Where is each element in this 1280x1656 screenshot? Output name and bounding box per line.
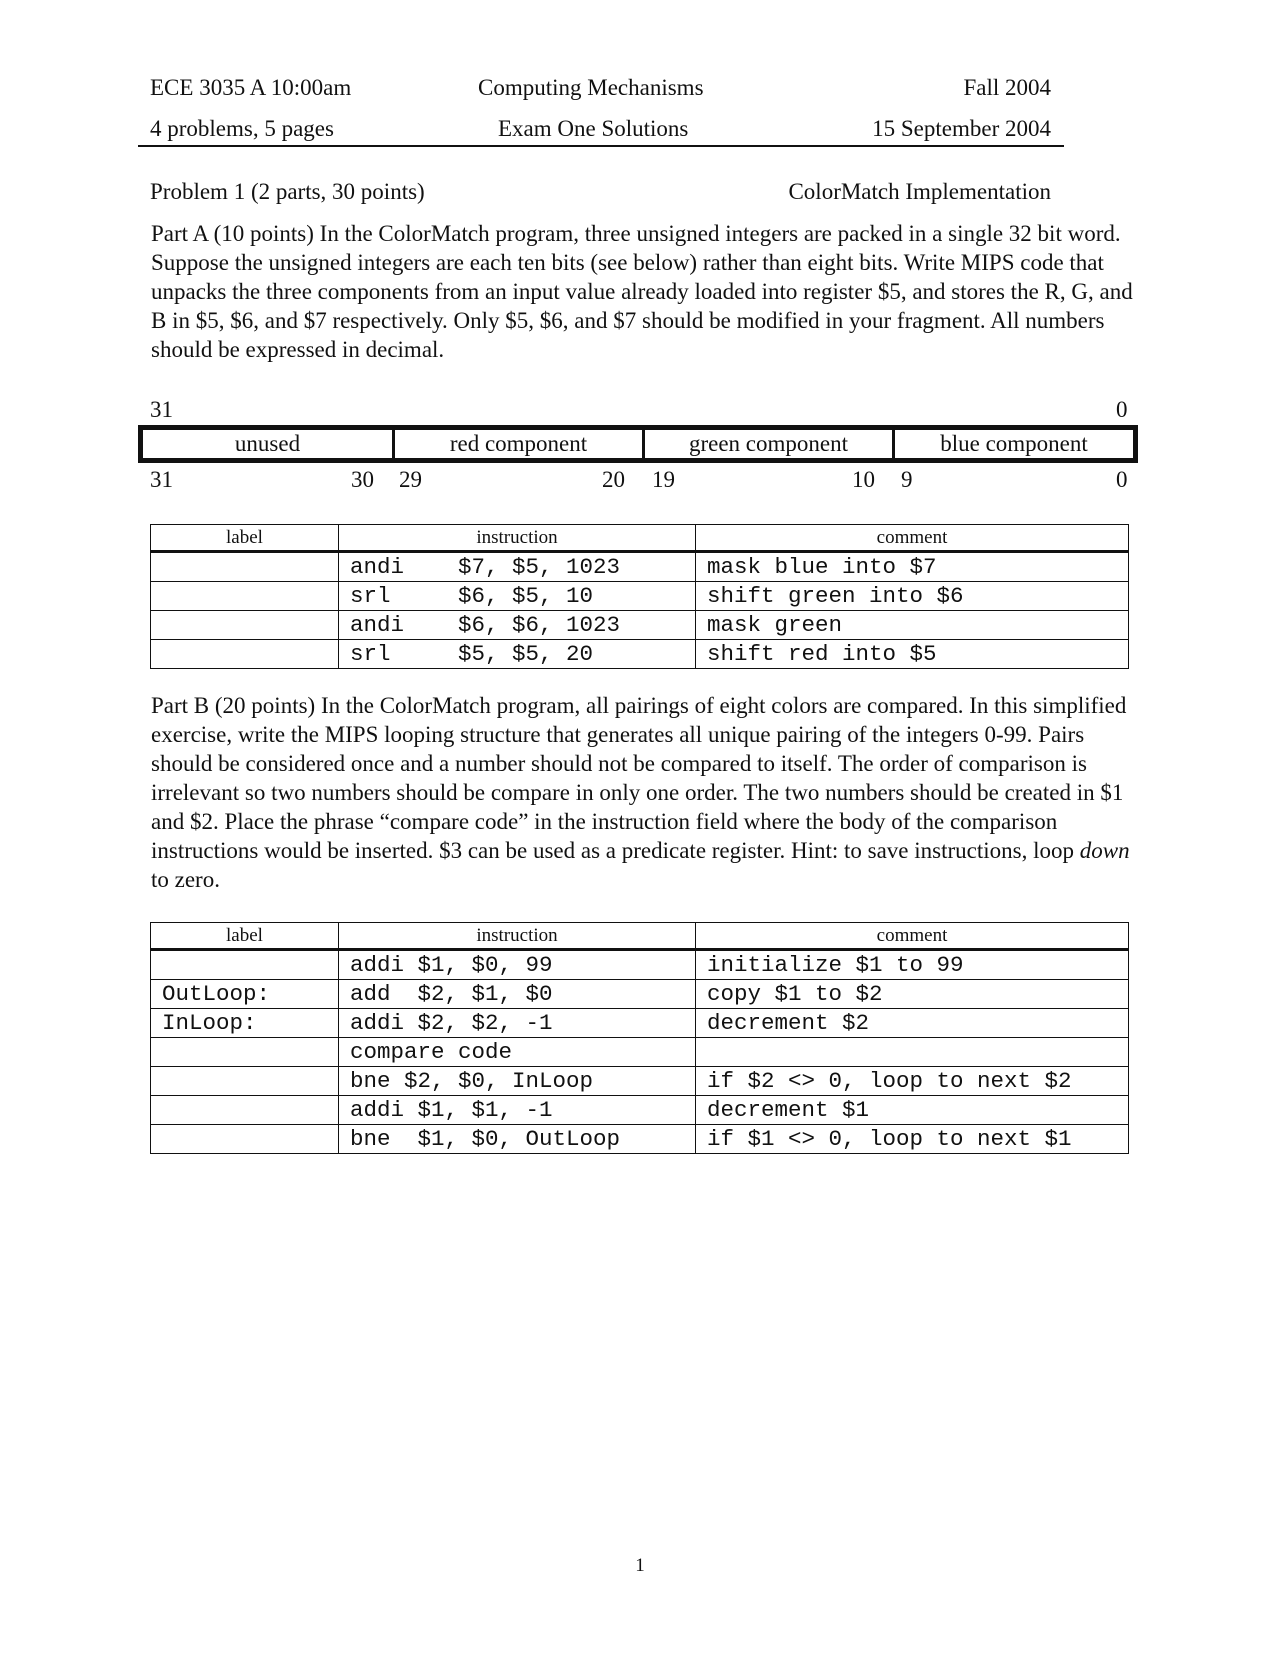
code-table-part-a [150, 524, 1129, 669]
cell-comment: mask green [696, 611, 1129, 640]
cell-instruction: addi $1, $1, -1 [339, 1096, 696, 1125]
part-b-text [151, 691, 1141, 894]
table-row [151, 640, 1129, 669]
bit-label: 19 [652, 467, 675, 492]
cell-instruction: srl $6, $5, 10 [339, 582, 696, 611]
field-unused: unused [143, 430, 395, 458]
problem-topic: ColorMatch Implementation [788, 179, 1051, 204]
table-row [151, 1096, 1129, 1125]
bit-label: 9 [901, 467, 913, 492]
part-b-emphasis: down [1079, 838, 1130, 863]
cell-comment: copy $1 to $2 [696, 980, 1129, 1009]
table-row [151, 611, 1129, 640]
cell-instruction: andi $7, $5, 1023 [339, 552, 696, 582]
cell-label [151, 640, 339, 669]
header-problems: 4 problems, 5 pages [150, 116, 334, 141]
register-diagram [138, 425, 1138, 463]
cell-comment: initialize $1 to 99 [696, 950, 1129, 980]
bit-label: 29 [399, 467, 422, 492]
cell-label [151, 582, 339, 611]
header-course: ECE 3035 A 10:00am [150, 75, 352, 100]
code-table-part-b [150, 922, 1129, 1154]
cell-comment: decrement $2 [696, 1009, 1129, 1038]
cell-label [151, 1096, 339, 1125]
cell-label [151, 1125, 339, 1154]
cell-instruction: addi $2, $2, -1 [339, 1009, 696, 1038]
cell-comment: shift red into $5 [696, 640, 1129, 669]
table-row [151, 1038, 1129, 1067]
column-header-instruction: instruction [339, 525, 696, 552]
header-rule [138, 145, 1064, 147]
part-b-text-after: to zero. [151, 867, 220, 892]
cell-instruction: bne $1, $0, OutLoop [339, 1125, 696, 1154]
cell-comment: if $1 <> 0, loop to next $1 [696, 1125, 1129, 1154]
cell-comment [696, 1038, 1129, 1067]
bit-label: 31 [150, 467, 173, 492]
header-date: 15 September 2004 [872, 116, 1051, 141]
cell-label: InLoop: [151, 1009, 339, 1038]
column-header-instruction: instruction [339, 923, 696, 950]
cell-label [151, 552, 339, 582]
field-red-component: red component [395, 430, 645, 458]
header-title: Computing Mechanisms [478, 75, 704, 100]
cell-comment: shift green into $6 [696, 582, 1129, 611]
bit-label-top-right: 0 [1116, 397, 1128, 422]
table-row [151, 552, 1129, 582]
table-row [151, 582, 1129, 611]
cell-instruction: compare code [339, 1038, 696, 1067]
column-header-label: label [151, 923, 339, 950]
cell-instruction: add $2, $1, $0 [339, 980, 696, 1009]
table-row [151, 950, 1129, 980]
problem-heading: Problem 1 (2 parts, 30 points) [150, 179, 425, 204]
cell-comment: decrement $1 [696, 1096, 1129, 1125]
field-green-component: green component [645, 430, 895, 458]
cell-instruction: addi $1, $0, 99 [339, 950, 696, 980]
table-row [151, 1009, 1129, 1038]
header-term: Fall 2004 [963, 75, 1051, 100]
part-b-text-before: Part B (20 points) In the ColorMatch program, all pairings of eight colors are compared. In this simplified exercise, write the MIPS looping structure that generates all unique pairing of the integers 0-99. Pairs should be considered once and a number should not be compared to itself. The order of comparison is irrelevant so two numbers should be compare in only one order. The two numbers should be created in $1 and $2. Place the phrase “compare code” in the instruction field where the body of the comparison instructions would be inserted. $3 can be used as a predicate register. Hint: to save instructions, loop [151, 693, 1127, 863]
table-row [151, 1125, 1129, 1154]
cell-instruction: andi $6, $6, 1023 [339, 611, 696, 640]
cell-comment: if $2 <> 0, loop to next $2 [696, 1067, 1129, 1096]
cell-label: OutLoop: [151, 980, 339, 1009]
table-row [151, 1067, 1129, 1096]
bit-label: 10 [852, 467, 875, 492]
cell-label [151, 611, 339, 640]
bit-label: 30 [351, 467, 374, 492]
cell-label [151, 1038, 339, 1067]
column-header-comment: comment [696, 525, 1129, 552]
column-header-label: label [151, 525, 339, 552]
bit-label-top-left: 31 [150, 397, 173, 422]
page-number: 1 [635, 1555, 645, 1576]
cell-instruction: srl $5, $5, 20 [339, 640, 696, 669]
cell-label [151, 950, 339, 980]
field-blue-component: blue component [940, 431, 1088, 456]
header-subtitle: Exam One Solutions [498, 116, 689, 141]
bit-label: 20 [602, 467, 625, 492]
bit-label: 0 [1116, 467, 1128, 492]
cell-instruction: bne $2, $0, InLoop [339, 1067, 696, 1096]
cell-comment: mask blue into $7 [696, 552, 1129, 582]
cell-label [151, 1067, 339, 1096]
table-row [151, 980, 1129, 1009]
column-header-comment: comment [696, 923, 1129, 950]
part-a-text: Part A (10 points) In the ColorMatch program, three unsigned integers are packed in a single 32 bit word. Suppose the unsigned integers are each ten bits (see below) rather than eight bits. Write MIPS code that unpacks the three components from an input value already loaded into register $5, and stores the R, G, and B in $5, $6, and $7 respectively. Only $5, $6, and $7 should be modified in your fragment. All numbers should be expressed in decimal. [151, 221, 1133, 362]
